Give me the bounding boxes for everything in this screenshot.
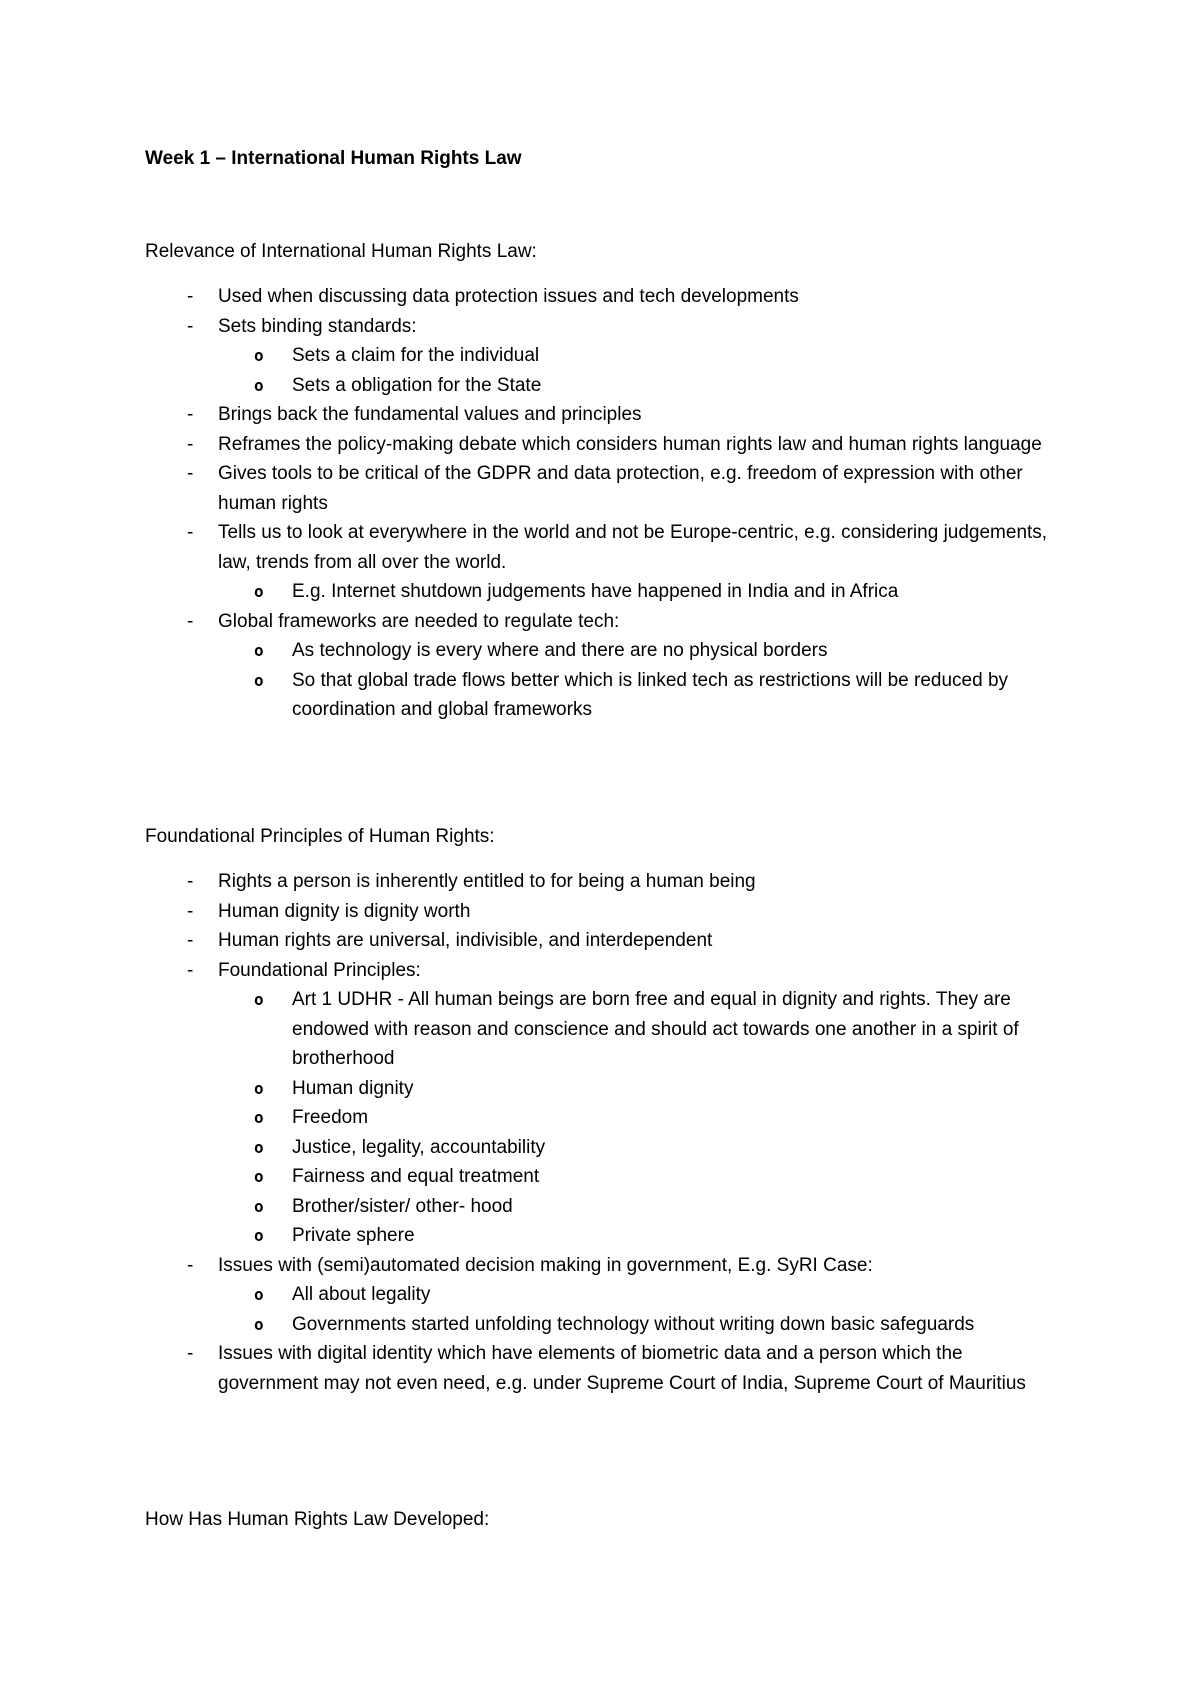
list-item-text: Fairness and equal treatment xyxy=(292,1166,540,1187)
dash-bullet-marker: - xyxy=(187,463,194,484)
list-item-text: Reframes the policy-making debate which considers human rights law and human rights language xyxy=(218,433,1042,455)
list-item-text: Human rights are universal, indivisible, and interdependent xyxy=(218,930,713,951)
list-item-text: Global frameworks are needed to regulate tech: xyxy=(218,610,620,632)
dash-bullet-marker: - xyxy=(187,433,194,455)
sub-list-item xyxy=(0,1310,1200,1340)
list-item xyxy=(0,867,1200,897)
sub-list-item xyxy=(0,666,1200,725)
list-item xyxy=(0,956,1200,986)
dash-bullet-marker: - xyxy=(187,900,194,922)
dash-bullet-marker: - xyxy=(187,610,194,632)
list-item-text: Foundational Principles: xyxy=(218,959,421,981)
sub-list-item xyxy=(0,341,1200,371)
circle-bullet-marker: o xyxy=(254,375,264,395)
list-item-text: Brother/sister/ other- hood xyxy=(292,1195,513,1217)
circle-bullet-marker: o xyxy=(254,1137,264,1157)
list-item-text: Issues with (semi)automated decision making in government, E.g. SyRI Case: xyxy=(218,1254,873,1276)
dash-bullet-marker: - xyxy=(187,286,194,307)
list-item xyxy=(0,897,1200,927)
sub-list-item xyxy=(0,1192,1200,1222)
circle-bullet-marker: o xyxy=(254,990,264,1009)
sub-list-item xyxy=(0,1280,1200,1310)
circle-bullet-marker: o xyxy=(254,670,264,690)
circle-bullet-marker: o xyxy=(254,1167,264,1186)
section-heading-relevance: Relevance of International Human Rights Law: xyxy=(145,241,537,262)
dash-bullet-marker: - xyxy=(187,871,194,892)
list-item-text: Gives tools to be critical of the GDPR and data protection, e.g. freedom of expression with other human rights xyxy=(218,463,1023,514)
circle-bullet-marker: o xyxy=(254,1226,264,1245)
list-item-text: Brings back the fundamental values and principles xyxy=(218,404,642,425)
sub-list-item xyxy=(0,371,1200,401)
relevance-bullet-list xyxy=(0,282,1200,725)
circle-bullet-marker: o xyxy=(254,1196,264,1216)
list-item-text: Used when discussing data protection issues and tech developments xyxy=(218,286,799,307)
list-item-text: Private sphere xyxy=(292,1225,415,1246)
sub-list-item xyxy=(0,985,1200,1074)
list-item xyxy=(0,607,1200,637)
dash-bullet-marker: - xyxy=(187,404,194,425)
list-item-text: Issues with digital identity which have elements of biometric data and a person which the government may not even need, e.g. under Supreme Court of India, Supreme Court of Mauritius xyxy=(218,1343,1026,1394)
dash-bullet-marker: - xyxy=(187,315,194,337)
list-item-text: Art 1 UDHR - All human beings are born free and equal in dignity and rights. They are endowed with reason and conscience and should act towards one another in a spirit of brotherhood xyxy=(292,989,1019,1069)
dash-bullet-marker: - xyxy=(187,1254,194,1276)
foundational-principles-bullet-list xyxy=(0,867,1200,1398)
list-item xyxy=(0,926,1200,956)
list-item-text: Sets a obligation for the State xyxy=(292,374,542,396)
list-item xyxy=(0,430,1200,460)
list-item-text: Governments started unfolding technology without writing down basic safeguards xyxy=(292,1313,975,1335)
list-item-text: So that global trade flows better which is linked tech as restrictions will be reduced by coordination and global frameworks xyxy=(292,669,1009,720)
list-item xyxy=(0,312,1200,342)
list-item-text: Sets a claim for the individual xyxy=(292,345,540,366)
dash-bullet-marker: - xyxy=(187,959,194,981)
circle-bullet-marker: o xyxy=(254,1285,264,1304)
circle-bullet-marker: o xyxy=(254,641,264,660)
circle-bullet-marker: o xyxy=(254,1078,264,1098)
sub-list-item xyxy=(0,1221,1200,1251)
circle-bullet-marker: o xyxy=(254,346,264,365)
sub-list-item xyxy=(0,1103,1200,1133)
list-item xyxy=(0,1339,1200,1398)
dash-bullet-marker: - xyxy=(187,930,194,951)
sub-list-item xyxy=(0,1133,1200,1163)
list-item xyxy=(0,282,1200,312)
list-item xyxy=(0,400,1200,430)
list-item xyxy=(0,1251,1200,1281)
sub-list-item xyxy=(0,1162,1200,1192)
sub-list-item xyxy=(0,1074,1200,1104)
list-item-text: E.g. Internet shutdown judgements have happened in India and in Africa xyxy=(292,581,899,602)
list-item-text: Human dignity xyxy=(292,1077,414,1099)
circle-bullet-marker: o xyxy=(254,582,264,601)
sub-list-item xyxy=(0,577,1200,607)
circle-bullet-marker: o xyxy=(254,1108,264,1127)
list-item-text: Justice, legality, accountability xyxy=(292,1136,546,1158)
list-item-text: All about legality xyxy=(292,1284,431,1305)
section-heading-foundational-principles: Foundational Principles of Human Rights: xyxy=(145,826,495,847)
list-item-text: Human dignity is dignity worth xyxy=(218,900,471,922)
list-item-text: Tells us to look at everywhere in the world and not be Europe-centric, e.g. considering judgements, law, trends from all over the world. xyxy=(218,522,1048,573)
document-title: Week 1 – International Human Rights Law xyxy=(145,148,522,169)
dash-bullet-marker: - xyxy=(187,1343,194,1364)
section-heading-development: How Has Human Rights Law Developed: xyxy=(145,1509,490,1530)
list-item-text: As technology is every where and there are no physical borders xyxy=(292,640,828,661)
list-item xyxy=(0,518,1200,577)
circle-bullet-marker: o xyxy=(254,1314,264,1334)
sub-list-item xyxy=(0,636,1200,666)
list-item-text: Rights a person is inherently entitled to for being a human being xyxy=(218,871,756,892)
dash-bullet-marker: - xyxy=(187,522,194,543)
list-item xyxy=(0,459,1200,518)
list-item-text: Sets binding standards: xyxy=(218,315,417,337)
list-item-text: Freedom xyxy=(292,1107,369,1128)
